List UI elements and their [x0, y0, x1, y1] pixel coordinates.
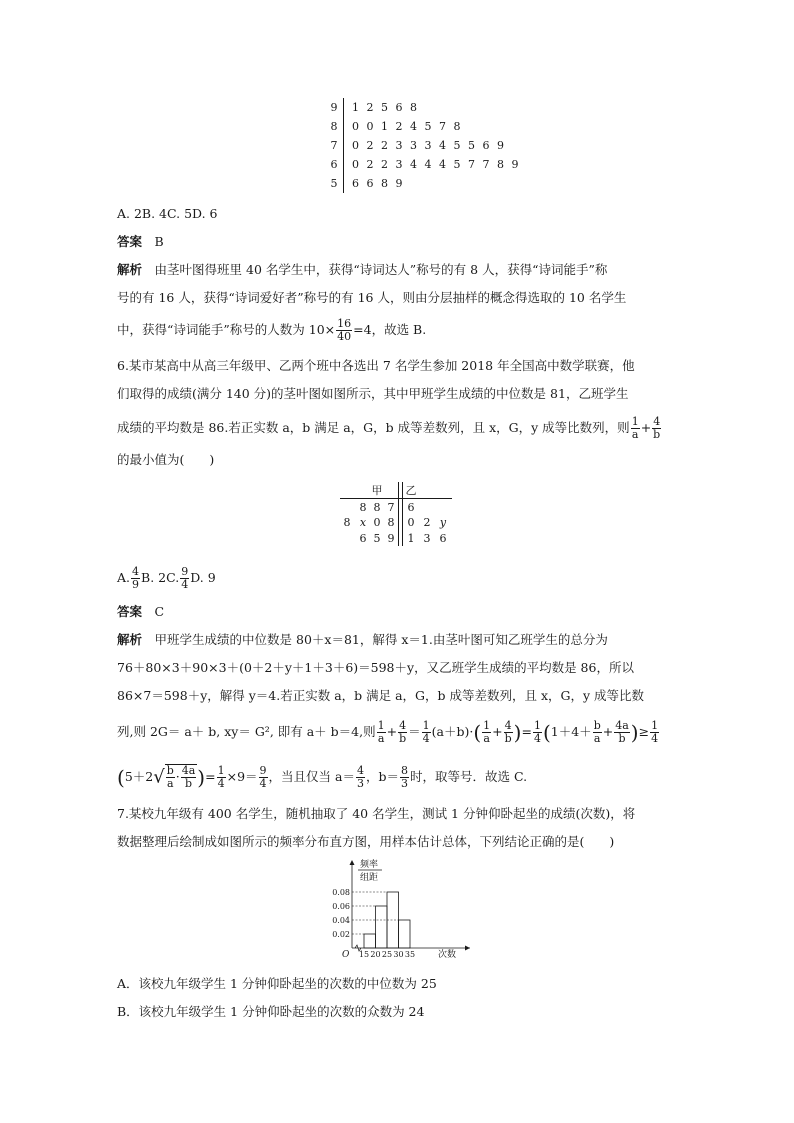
x-tick-label: 15	[358, 950, 370, 959]
fraction	[631, 416, 640, 441]
q6-analysis-line3: 86×7＝598＋y，解得 y＝4.若正实数 a，b 满足 a，G，b 成等差数列，且 x，G，y 成等比数	[117, 688, 645, 703]
option-b-text: B. 2C.	[141, 570, 180, 585]
fraction	[614, 720, 630, 745]
leaf-right: y	[439, 516, 447, 529]
numerator: 16	[337, 317, 352, 330]
stem-row	[328, 174, 520, 193]
stem: 9	[387, 532, 395, 545]
denominator: b	[618, 732, 626, 745]
analysis-text: 1＋4＋	[550, 724, 592, 739]
leaves: 6 6 8 9	[352, 177, 405, 190]
fraction	[181, 765, 197, 790]
analysis-text: ，b＝	[365, 769, 399, 784]
q5-options: A. 2B. 4C. 5D. 6	[117, 206, 218, 221]
head-jia: 甲	[371, 484, 383, 497]
fraction	[422, 720, 431, 745]
fraction	[400, 765, 409, 790]
numerator: 1	[217, 764, 225, 777]
analysis-text: ·	[175, 769, 180, 784]
answer-value: C	[154, 604, 165, 619]
analysis-text: 列,则 2G＝ a＋ b, xy＝ G², 即有 a＋ b＝4,则	[117, 724, 376, 739]
numerator: 4	[132, 565, 140, 578]
analysis-text: 甲班学生成绩的中位数是 80＋x＝81，解得 x＝1.由茎叶图可知乙班学生的总分为	[154, 632, 608, 647]
numerator: 1	[651, 719, 659, 732]
stem: 9	[330, 101, 338, 114]
leaf-right: 6	[407, 501, 415, 514]
option-d-text: D. 9	[190, 570, 216, 585]
leaves: 0 0 1 2 4 5 7 8	[352, 120, 463, 133]
leaves: 1 2 5 6 8	[352, 101, 419, 114]
leaves: 0 2 2 3 3 3 4 5 5 6 9	[352, 139, 506, 152]
denominator: 9	[132, 578, 140, 591]
y-tick-label: 0.02	[332, 930, 350, 939]
option-a-label: A.	[117, 570, 131, 585]
plus-sign: +	[640, 420, 652, 435]
q6-stem-line4: 的最小值为( )	[117, 452, 215, 467]
stem: 5	[330, 177, 338, 190]
q5-analysis-line2: 号的有 16 人，获得“诗词爱好者”称号的有 16 人，则由分层抽样的概念得选取的 10 名学生	[117, 290, 627, 305]
leaf-right: 3	[423, 532, 431, 545]
analysis-text: ×9＝	[226, 769, 258, 784]
q5-answer	[117, 234, 164, 250]
y-tick-label: 0.08	[332, 888, 350, 897]
leaf-right: 1	[407, 532, 415, 545]
xlabel: 次数	[438, 950, 457, 960]
q5-analysis-line1	[117, 262, 607, 278]
analysis-label: 解析	[117, 632, 143, 647]
histogram-bar	[364, 934, 376, 948]
numerator: b	[166, 764, 174, 777]
stem: 8	[387, 516, 395, 529]
analysis-text: =4，故选 B.	[353, 322, 427, 337]
analysis-text: 由茎叶图得班里 40 名学生中，获得“诗词达人”称号的有 8 人，获得“诗词能手”称	[154, 262, 608, 277]
analysis-text: 中，获得“诗词能手”称号的人数为 10×	[117, 322, 336, 337]
stem: 8	[330, 120, 338, 133]
fraction	[217, 765, 226, 790]
q6-analysis-line1	[117, 632, 608, 648]
numerator: 4	[399, 719, 407, 732]
stem-row	[328, 98, 520, 117]
answer-value: B	[154, 234, 164, 249]
leaf-left: 8	[359, 501, 367, 514]
denominator: a	[593, 732, 601, 745]
x-tick-label: 25	[381, 950, 393, 959]
denominator: 4	[533, 732, 541, 745]
denominator: 4	[259, 777, 267, 790]
q5-analysis-line3	[117, 318, 426, 343]
analysis-text: 5＋2	[124, 769, 154, 784]
denominator: a	[631, 428, 639, 441]
numerator: 1	[631, 415, 639, 428]
denominator: a	[483, 732, 490, 745]
numerator: 8	[400, 764, 408, 777]
x-tick-label: 30	[393, 950, 404, 959]
numerator: 1	[377, 719, 385, 732]
fraction	[336, 318, 352, 343]
q6-analysis-line5: (5＋2√ $\frac{b}{a}$ · $\frac{4a}{b}$ )= $\frac{1}{4}$ ×9＝ $\frac{9}{4}$ ，当且仅当 a＝ $\frac{4}{3}$ ，b＝ $\frac{8}{3}$ 时，取等号．故选 C.	[117, 764, 528, 790]
x-axis-arrow	[465, 946, 470, 951]
leaf-left: 6	[359, 532, 367, 545]
analysis-label: 解析	[117, 262, 143, 277]
q7-stem-line1: 7.某校九年级有 400 名学生，随机抽取了 40 名学生，测试 1 分钟仰卧起坐的成绩(次数)，将	[117, 806, 636, 821]
fraction	[504, 720, 513, 745]
question-text: 成绩的平均数是 86.若正实数 a，b 满足 a，G，b 成等差数列，且 x，G，y 成等比数列，则	[117, 420, 630, 435]
analysis-text: (a＋b)·	[431, 724, 474, 739]
leaf-left: 5	[373, 532, 381, 545]
denominator: 4	[181, 578, 189, 591]
stem: 7	[387, 501, 395, 514]
stem-divider-left	[398, 482, 399, 546]
stem-leaf-plot-1	[328, 98, 520, 193]
fraction	[259, 765, 268, 790]
q6-stem-line1: 6.某市某高中从高三年级甲、乙两个班中各选出 7 名学生参加 2018 年全国高中数学联赛，他	[117, 358, 635, 373]
q6-analysis-line2: 76＋80×3＋90×3＋(0＋2＋y＋1＋3＋6)＝598＋y，又乙班学生成绩的平均数是 86，所以	[117, 660, 634, 675]
stem-row	[328, 117, 520, 136]
origin-label: O	[342, 950, 350, 960]
numerator: 1	[422, 719, 430, 732]
q7-option-a: A．该校九年级学生 1 分钟仰卧起坐的次数的中位数为 25	[117, 976, 437, 991]
analysis-text: ＝	[408, 724, 421, 739]
denominator: 3	[356, 777, 364, 790]
fraction	[131, 566, 140, 591]
analysis-text: ≥	[638, 724, 650, 739]
denominator: b	[399, 732, 407, 745]
q6-stem-line2: 们取得的成绩(满分 140 分)的茎叶图如图所示，其中甲班学生成绩的中位数是 81，乙班学生	[117, 386, 629, 401]
q7-stem-line2: 数据整理后绘制成如图所示的频率分布直方图，用样本估计总体，下列结论正确的是( )	[117, 834, 615, 849]
q6-answer	[117, 604, 164, 620]
leaves: 0 2 2 3 4 4 4 5 7 7 8 9	[352, 158, 521, 171]
leaf-left: x	[359, 516, 367, 529]
q6-options	[117, 566, 216, 591]
numerator: 4	[653, 415, 661, 428]
numerator: 9	[259, 764, 267, 777]
denominator: 4	[651, 732, 659, 745]
denominator: 40	[337, 330, 352, 343]
leaf-right: 6	[439, 532, 447, 545]
y-tick-label: 0.06	[332, 902, 350, 911]
leaf-right: 0	[407, 516, 415, 529]
numerator: b	[593, 719, 601, 732]
histogram-bar	[399, 920, 411, 948]
ylabel-bottom: 组距	[360, 873, 379, 883]
stem-row	[328, 136, 520, 155]
fraction	[377, 720, 386, 745]
fraction	[180, 566, 189, 591]
numerator: 4	[504, 719, 512, 732]
fraction	[356, 765, 365, 790]
answer-label: 答案	[117, 604, 143, 619]
histogram-bar	[376, 906, 388, 948]
numerator: 1	[483, 719, 491, 732]
fraction	[166, 765, 175, 790]
fraction	[482, 720, 491, 745]
numerator: 4	[356, 764, 364, 777]
denominator: b	[184, 777, 193, 790]
fraction	[593, 720, 602, 745]
y-axis-arrow	[350, 860, 355, 865]
denominator: b	[504, 732, 512, 745]
header-rule	[340, 498, 452, 499]
denominator: a	[166, 777, 174, 790]
q6-stem-line3	[117, 416, 662, 441]
denominator: 3	[400, 777, 408, 790]
leaf-left: 0	[373, 516, 381, 529]
y-tick-label: 0.04	[332, 916, 350, 925]
stem-divider-right	[402, 482, 403, 546]
leaf-right: 2	[423, 516, 431, 529]
head-yi: 乙	[405, 484, 417, 497]
denominator: 4	[217, 777, 225, 790]
stem-divider	[343, 98, 344, 193]
leaf-left: 8	[373, 501, 381, 514]
fraction	[398, 720, 407, 745]
leaf-left: 8	[343, 516, 351, 529]
frequency-histogram	[320, 856, 480, 966]
numerator: 4a	[181, 764, 196, 777]
fraction	[652, 416, 661, 441]
x-tick-label: 20	[370, 950, 381, 959]
q7-option-b: B．该校九年级学生 1 分钟仰卧起坐的次数的众数为 24	[117, 1004, 425, 1019]
denominator: 4	[422, 732, 430, 745]
answer-label: 答案	[117, 234, 143, 249]
x-tick-label: 35	[404, 950, 416, 959]
numerator: 9	[181, 565, 189, 578]
analysis-text: ，当且仅当 a＝	[268, 769, 355, 784]
denominator: a	[377, 732, 385, 745]
numerator: 1	[533, 719, 541, 732]
stem: 7	[330, 139, 338, 152]
analysis-text: 时，取等号．故选 C.	[409, 769, 528, 784]
denominator: b	[653, 428, 661, 441]
fraction	[533, 720, 542, 745]
stem: 6	[330, 158, 338, 171]
fraction	[650, 720, 659, 745]
stem-row	[328, 155, 520, 174]
ylabel-top: 频率	[360, 860, 379, 870]
numerator: 4a	[615, 719, 629, 732]
q6-analysis-line4: 列,则 2G＝ a＋ b, xy＝ G², 即有 a＋ b＝4,则 $\frac{1}{a}$ + $\frac{4}{b}$ ＝ $\frac{1}{4}$ (a＋b)·( $\frac{1}{a}$ + $\frac{4}{b}$ )= $\frac{1}{4}$ (1＋4＋ $\frac{b}{a}$ + $\frac{4a}{b}$ )≥ $\frac{1}{4}$	[117, 719, 659, 745]
